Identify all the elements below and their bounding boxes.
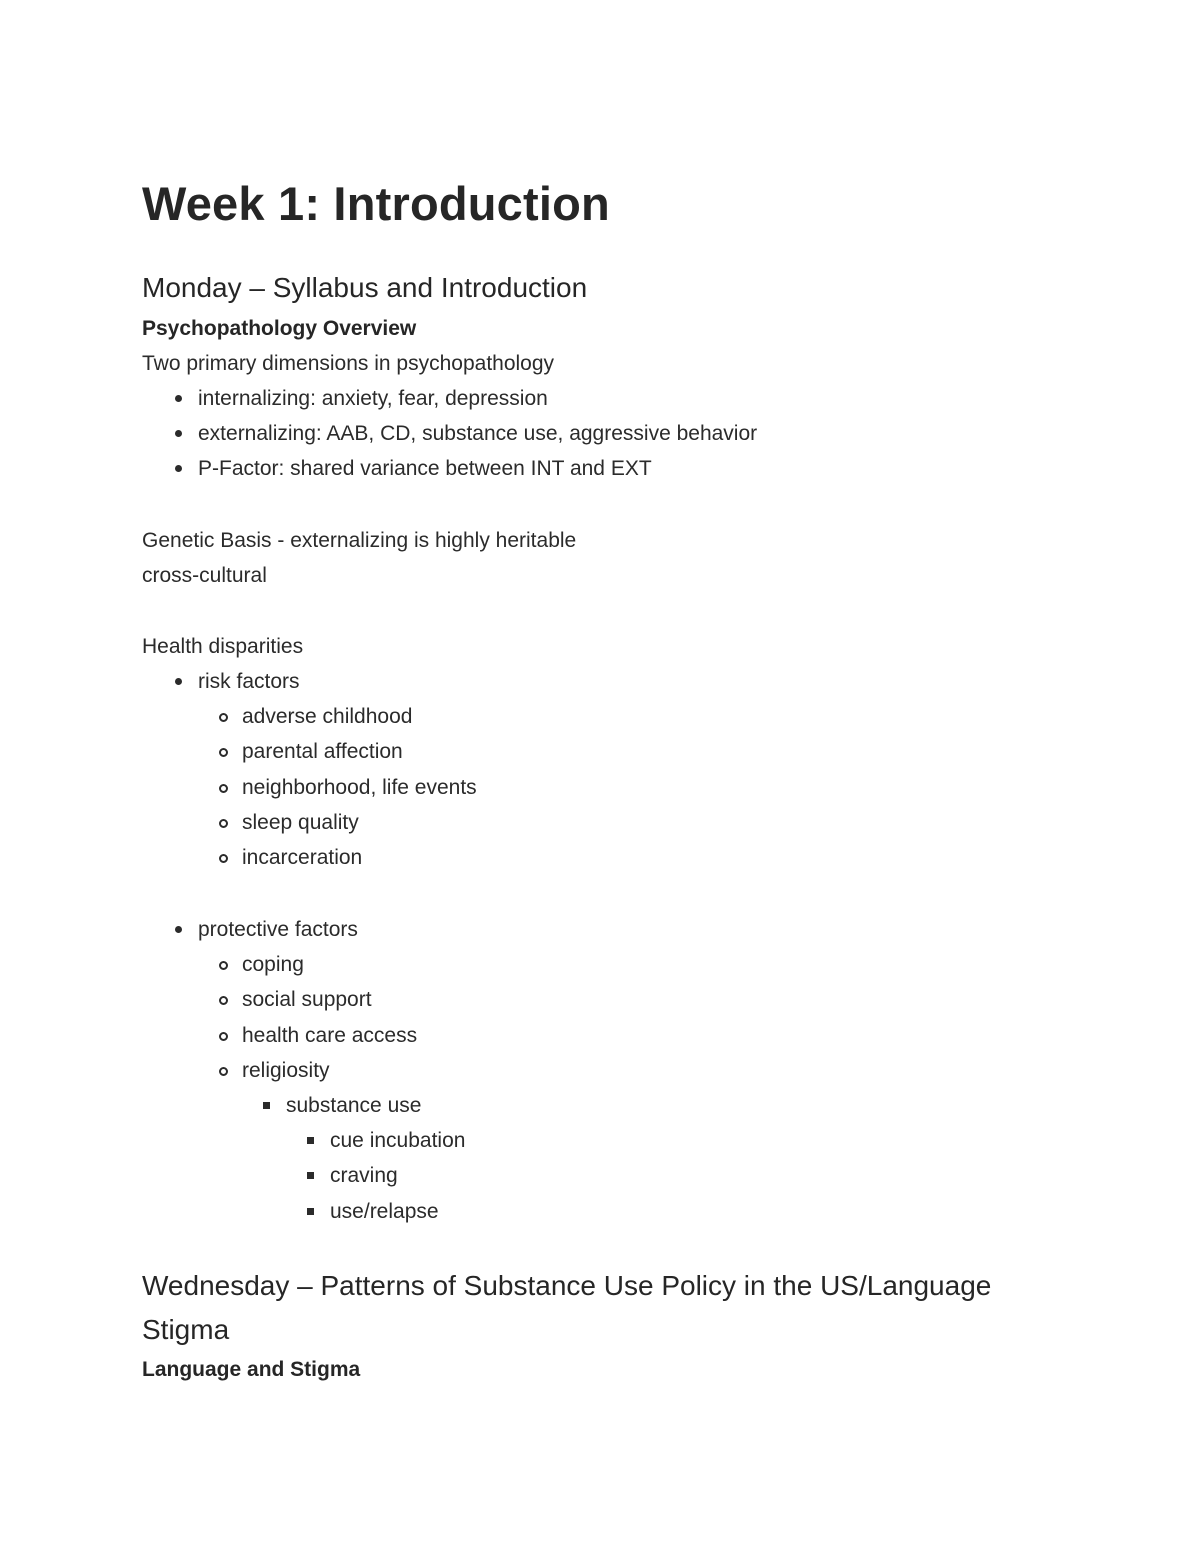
list-item: P-Factor: shared variance between INT and EXT <box>142 451 1062 486</box>
circle-bullet-icon <box>219 854 228 863</box>
bullet-icon <box>175 395 182 402</box>
list-item: social support <box>142 982 1062 1017</box>
psychopathology-overview-heading: Psychopathology Overview <box>142 317 417 340</box>
list-item: craving <box>142 1158 1062 1193</box>
list-item: protective factors <box>142 912 1062 947</box>
monday-body <box>142 311 1062 487</box>
list-item: use/relapse <box>142 1194 1062 1229</box>
circle-bullet-icon <box>219 961 228 970</box>
bullet-icon <box>175 926 182 933</box>
circle-bullet-icon <box>219 1067 228 1076</box>
cross-cultural-line: cross-cultural <box>142 564 267 587</box>
list-item: internalizing: anxiety, fear, depression <box>142 381 1062 416</box>
genetic-block <box>142 523 1062 593</box>
list-item: religiosity <box>142 1053 1062 1088</box>
circle-bullet-icon <box>219 819 228 828</box>
circle-bullet-icon <box>219 996 228 1005</box>
language-stigma-heading: Language and Stigma <box>142 1358 361 1381</box>
wednesday-heading-line1: Wednesday – Patterns of Substance Use Policy in the US/Language <box>142 1270 992 1301</box>
list-item: risk factors <box>142 664 1062 699</box>
circle-bullet-icon <box>219 748 228 757</box>
genetic-basis-line: Genetic Basis - externalizing is highly heritable <box>142 529 577 552</box>
list-item: incarceration <box>142 840 1062 875</box>
dimensions-intro: Two primary dimensions in psychopathology <box>142 352 555 375</box>
page-title: Week 1: Introduction <box>142 177 610 230</box>
square-bullet-icon <box>263 1102 270 1109</box>
health-disparities-block <box>142 629 1062 875</box>
list-item: coping <box>142 947 1062 982</box>
circle-bullet-icon <box>219 713 228 722</box>
list-item: substance use <box>142 1088 1062 1123</box>
wednesday-section <box>142 1264 1062 1387</box>
circle-bullet-icon <box>219 784 228 793</box>
protective-block <box>142 912 1062 1229</box>
circle-bullet-icon <box>219 1032 228 1041</box>
bullet-icon <box>175 678 182 685</box>
list-item: health care access <box>142 1018 1062 1053</box>
list-item: cue incubation <box>142 1123 1062 1158</box>
wednesday-heading-line2: Stigma <box>142 1314 230 1345</box>
list-item: neighborhood, life events <box>142 770 1062 805</box>
monday-section <box>142 266 1062 310</box>
list-item: externalizing: AAB, CD, substance use, aggressive behavior <box>142 416 1062 451</box>
list-item: adverse childhood <box>142 699 1062 734</box>
square-bullet-icon <box>307 1137 314 1144</box>
square-bullet-icon <box>307 1208 314 1215</box>
protective-list <box>142 912 1062 1229</box>
risk-list <box>142 664 1062 875</box>
square-bullet-icon <box>307 1172 314 1179</box>
dimensions-list <box>142 381 1062 487</box>
monday-heading: Monday – Syllabus and Introduction <box>142 272 588 303</box>
bullet-icon <box>175 465 182 472</box>
health-disparities-line: Health disparities <box>142 635 304 658</box>
list-item: sleep quality <box>142 805 1062 840</box>
bullet-icon <box>175 430 182 437</box>
list-item: parental affection <box>142 734 1062 769</box>
